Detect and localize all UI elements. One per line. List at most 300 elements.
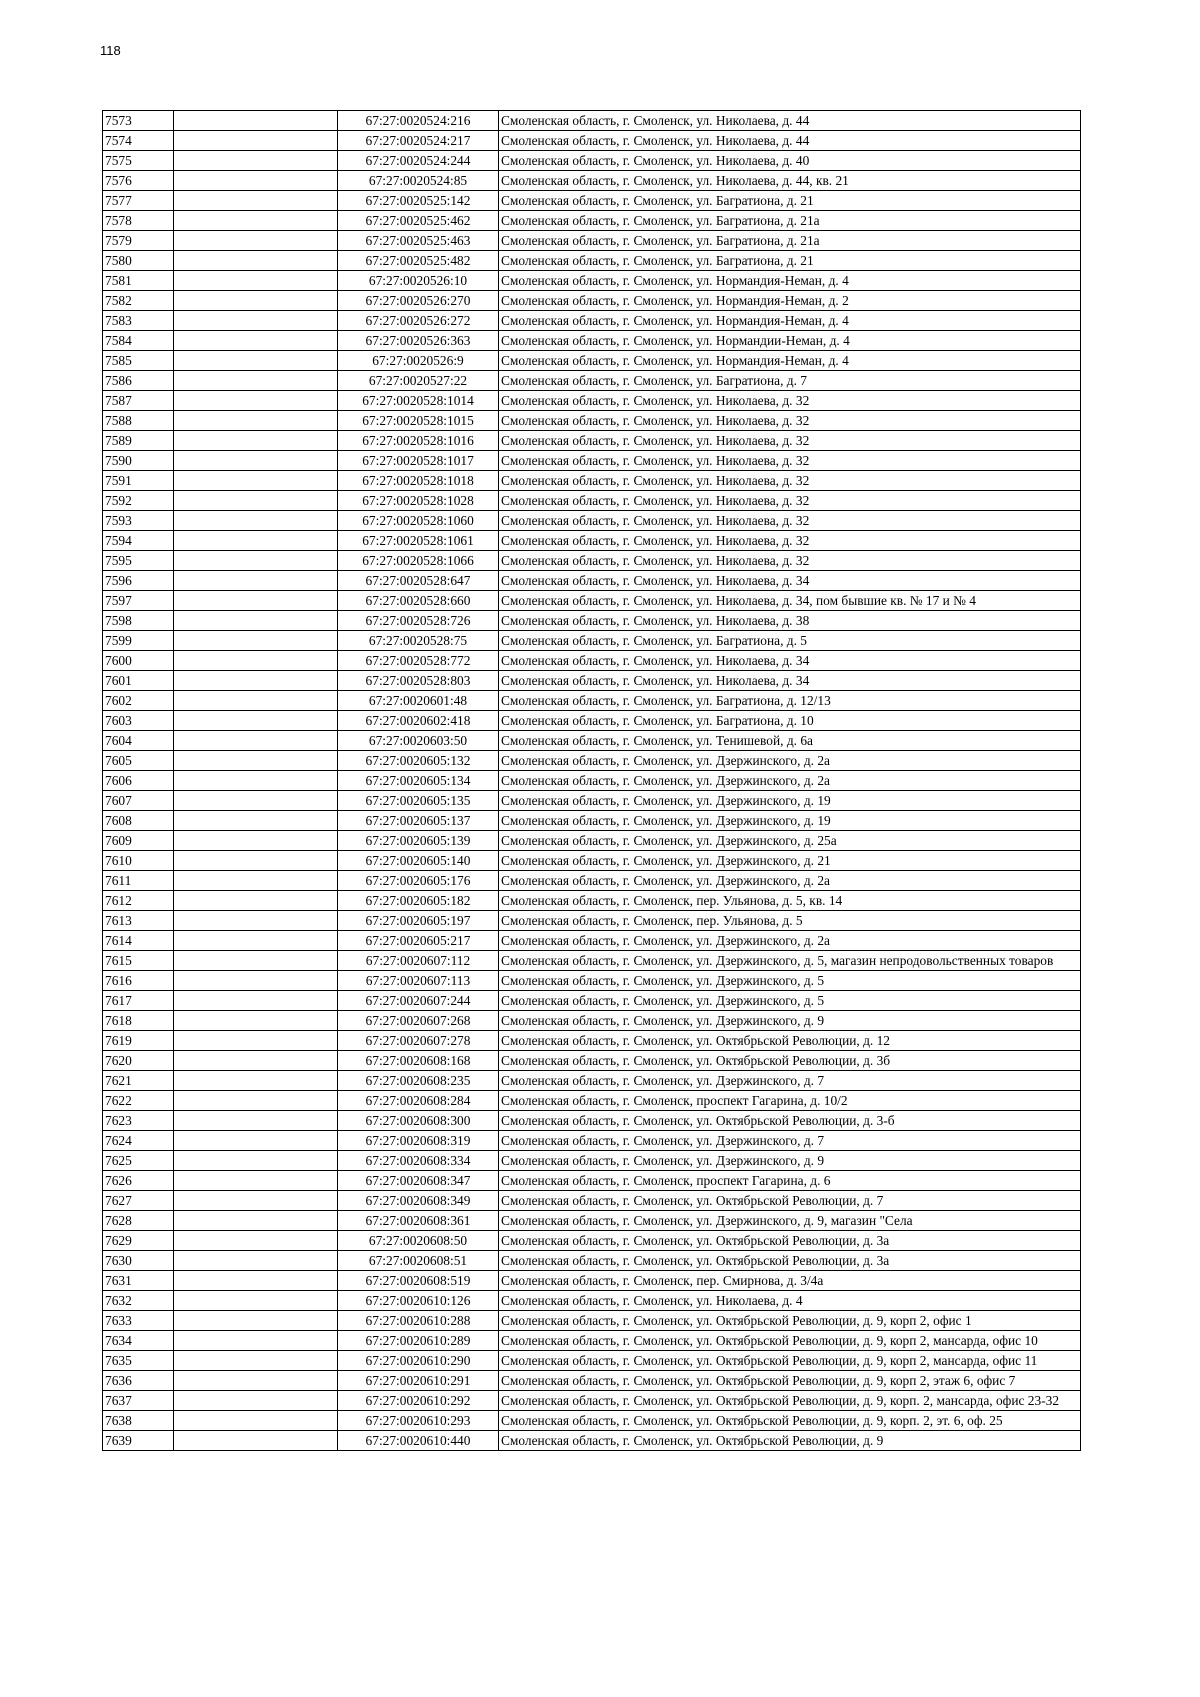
- row-number-cell: 7591: [103, 471, 174, 491]
- row-number-cell: 7588: [103, 411, 174, 431]
- table-row: [103, 511, 1081, 531]
- blank-cell: [174, 771, 338, 791]
- address-cell: Смоленская область, г. Смоленск, ул. Октябрьской Революции, д. 9, корп. 2, мансарда, офис 23-32: [499, 1391, 1081, 1411]
- address-cell: Смоленская область, г. Смоленск, ул. Багратиона, д. 21: [499, 251, 1081, 271]
- blank-cell: [174, 511, 338, 531]
- cadastral-number-cell: 67:27:0020608:50: [338, 1231, 499, 1251]
- blank-cell: [174, 1431, 338, 1451]
- table-row: [103, 471, 1081, 491]
- table-row: [103, 1251, 1081, 1271]
- row-number-cell: 7599: [103, 631, 174, 651]
- blank-cell: [174, 791, 338, 811]
- cadastral-number-cell: 67:27:0020608:235: [338, 1071, 499, 1091]
- blank-cell: [174, 1251, 338, 1271]
- cadastral-number-cell: 67:27:0020605:140: [338, 851, 499, 871]
- address-cell: Смоленская область, г. Смоленск, ул. Тенишевой, д. 6а: [499, 731, 1081, 751]
- table-row: [103, 371, 1081, 391]
- blank-cell: [174, 1331, 338, 1351]
- cadastral-number-cell: 67:27:0020610:291: [338, 1371, 499, 1391]
- address-cell: Смоленская область, г. Смоленск, пер. Смирнова, д. 3/4а: [499, 1271, 1081, 1291]
- address-cell: Смоленская область, г. Смоленск, ул. Октябрьской Революции, д. 3а: [499, 1231, 1081, 1251]
- address-cell: Смоленская область, г. Смоленск, ул. Николаева, д. 32: [499, 491, 1081, 511]
- address-cell: Смоленская область, г. Смоленск, ул. Дзержинского, д. 2а: [499, 771, 1081, 791]
- cadastral-number-cell: 67:27:0020605:137: [338, 811, 499, 831]
- address-cell: Смоленская область, г. Смоленск, ул. Николаева, д. 44: [499, 111, 1081, 131]
- blank-cell: [174, 351, 338, 371]
- row-number-cell: 7617: [103, 991, 174, 1011]
- blank-cell: [174, 1071, 338, 1091]
- table-row: [103, 1031, 1081, 1051]
- cadastral-number-cell: 67:27:0020526:272: [338, 311, 499, 331]
- blank-cell: [174, 871, 338, 891]
- row-number-cell: 7620: [103, 1051, 174, 1071]
- cadastral-number-cell: 67:27:0020608:168: [338, 1051, 499, 1071]
- address-cell: Смоленская область, г. Смоленск, ул. Октябрьской Революции, д. 12: [499, 1031, 1081, 1051]
- table-row: [103, 1131, 1081, 1151]
- address-cell: Смоленская область, г. Смоленск, ул. Дзержинского, д. 2а: [499, 751, 1081, 771]
- blank-cell: [174, 311, 338, 331]
- cadastral-number-cell: 67:27:0020608:361: [338, 1211, 499, 1231]
- blank-cell: [174, 991, 338, 1011]
- address-cell: Смоленская область, г. Смоленск, ул. Николаева, д. 32: [499, 411, 1081, 431]
- table-row: [103, 451, 1081, 471]
- address-cell: Смоленская область, г. Смоленск, ул. Багратиона, д. 5: [499, 631, 1081, 651]
- blank-cell: [174, 1111, 338, 1131]
- table-row: [103, 491, 1081, 511]
- cadastral-number-cell: 67:27:0020525:462: [338, 211, 499, 231]
- address-cell: Смоленская область, г. Смоленск, ул. Октябрьской Революции, д. 3а: [499, 1251, 1081, 1271]
- cadastral-number-cell: 67:27:0020610:292: [338, 1391, 499, 1411]
- table-row: [103, 1111, 1081, 1131]
- address-cell: Смоленская область, г. Смоленск, ул. Дзержинского, д. 9, магазин "Села: [499, 1211, 1081, 1231]
- blank-cell: [174, 431, 338, 451]
- address-cell: Смоленская область, г. Смоленск, ул. Николаева, д. 44: [499, 131, 1081, 151]
- cadastral-number-cell: 67:27:0020526:363: [338, 331, 499, 351]
- table-row: [103, 311, 1081, 331]
- table-row: [103, 271, 1081, 291]
- address-cell: Смоленская область, г. Смоленск, ул. Николаева, д. 34: [499, 651, 1081, 671]
- blank-cell: [174, 1411, 338, 1431]
- blank-cell: [174, 831, 338, 851]
- address-cell: Смоленская область, г. Смоленск, ул. Николаева, д. 34: [499, 571, 1081, 591]
- table-row: [103, 751, 1081, 771]
- address-cell: Смоленская область, г. Смоленск, ул. Дзержинского, д. 9: [499, 1151, 1081, 1171]
- blank-cell: [174, 751, 338, 771]
- cadastral-number-cell: 67:27:0020524:85: [338, 171, 499, 191]
- row-number-cell: 7603: [103, 711, 174, 731]
- row-number-cell: 7612: [103, 891, 174, 911]
- table-row: [103, 1071, 1081, 1091]
- table-row: [103, 671, 1081, 691]
- table-row: [103, 211, 1081, 231]
- blank-cell: [174, 911, 338, 931]
- blank-cell: [174, 291, 338, 311]
- row-number-cell: 7635: [103, 1351, 174, 1371]
- row-number-cell: 7590: [103, 451, 174, 471]
- table-row: [103, 591, 1081, 611]
- cadastral-number-cell: 67:27:0020608:300: [338, 1111, 499, 1131]
- blank-cell: [174, 931, 338, 951]
- blank-cell: [174, 951, 338, 971]
- address-cell: Смоленская область, г. Смоленск, ул. Николаева, д. 32: [499, 431, 1081, 451]
- cadastral-number-cell: 67:27:0020526:10: [338, 271, 499, 291]
- cadastral-number-cell: 67:27:0020610:289: [338, 1331, 499, 1351]
- address-cell: Смоленская область, г. Смоленск, проспект Гагарина, д. 6: [499, 1171, 1081, 1191]
- blank-cell: [174, 1371, 338, 1391]
- table-row: [103, 571, 1081, 591]
- table-row: [103, 1431, 1081, 1451]
- blank-cell: [174, 531, 338, 551]
- blank-cell: [174, 271, 338, 291]
- blank-cell: [174, 1231, 338, 1251]
- address-cell: Смоленская область, г. Смоленск, ул. Октябрьской Революции, д. 9, корп 2, мансарда, офис 10: [499, 1331, 1081, 1351]
- blank-cell: [174, 231, 338, 251]
- row-number-cell: 7621: [103, 1071, 174, 1091]
- cadastral-number-cell: 67:27:0020528:1018: [338, 471, 499, 491]
- address-cell: Смоленская область, г. Смоленск, ул. Дзержинского, д. 2а: [499, 931, 1081, 951]
- cadastral-number-cell: 67:27:0020528:647: [338, 571, 499, 591]
- row-number-cell: 7619: [103, 1031, 174, 1051]
- address-cell: Смоленская область, г. Смоленск, ул. Багратиона, д. 12/13: [499, 691, 1081, 711]
- table-row: [103, 771, 1081, 791]
- blank-cell: [174, 1031, 338, 1051]
- row-number-cell: 7636: [103, 1371, 174, 1391]
- blank-cell: [174, 971, 338, 991]
- table-body: [103, 111, 1081, 1451]
- cadastral-number-cell: 67:27:0020610:440: [338, 1431, 499, 1451]
- row-number-cell: 7630: [103, 1251, 174, 1271]
- cadastral-number-cell: 67:27:0020610:126: [338, 1291, 499, 1311]
- blank-cell: [174, 671, 338, 691]
- row-number-cell: 7596: [103, 571, 174, 591]
- table-row: [103, 251, 1081, 271]
- row-number-cell: 7577: [103, 191, 174, 211]
- blank-cell: [174, 391, 338, 411]
- table-row: [103, 631, 1081, 651]
- cadastral-number-cell: 67:27:0020528:1017: [338, 451, 499, 471]
- table-row: [103, 411, 1081, 431]
- cadastral-number-cell: 67:27:0020608:51: [338, 1251, 499, 1271]
- blank-cell: [174, 371, 338, 391]
- row-number-cell: 7600: [103, 651, 174, 671]
- table-row: [103, 1351, 1081, 1371]
- blank-cell: [174, 1051, 338, 1071]
- blank-cell: [174, 1391, 338, 1411]
- address-cell: Смоленская область, г. Смоленск, ул. Октябрьской Революции, д. 3б: [499, 1051, 1081, 1071]
- row-number-cell: 7605: [103, 751, 174, 771]
- address-cell: Смоленская область, г. Смоленск, ул. Багратиона, д. 7: [499, 371, 1081, 391]
- row-number-cell: 7623: [103, 1111, 174, 1131]
- blank-cell: [174, 891, 338, 911]
- table-row: [103, 1271, 1081, 1291]
- address-cell: Смоленская область, г. Смоленск, ул. Октябрьской Революции, д. 7: [499, 1191, 1081, 1211]
- row-number-cell: 7633: [103, 1311, 174, 1331]
- cadastral-number-cell: 67:27:0020608:334: [338, 1151, 499, 1171]
- table-row: [103, 111, 1081, 131]
- row-number-cell: 7634: [103, 1331, 174, 1351]
- blank-cell: [174, 811, 338, 831]
- cadastral-number-cell: 67:27:0020608:319: [338, 1131, 499, 1151]
- address-cell: Смоленская область, г. Смоленск, ул. Николаева, д. 38: [499, 611, 1081, 631]
- table-row: [103, 191, 1081, 211]
- row-number-cell: 7593: [103, 511, 174, 531]
- row-number-cell: 7608: [103, 811, 174, 831]
- row-number-cell: 7632: [103, 1291, 174, 1311]
- address-cell: Смоленская область, г. Смоленск, ул. Николаева, д. 4: [499, 1291, 1081, 1311]
- cadastral-number-cell: 67:27:0020610:293: [338, 1411, 499, 1431]
- cadastral-number-cell: 67:27:0020610:288: [338, 1311, 499, 1331]
- row-number-cell: 7597: [103, 591, 174, 611]
- cadastral-number-cell: 67:27:0020528:1060: [338, 511, 499, 531]
- address-cell: Смоленская область, г. Смоленск, ул. Дзержинского, д. 5, магазин непродовольственных товаров: [499, 951, 1081, 971]
- cadastral-number-cell: 67:27:0020528:75: [338, 631, 499, 651]
- table-row: [103, 811, 1081, 831]
- address-cell: Смоленская область, г. Смоленск, ул. Октябрьской Революции, д. 9, корп. 2, эт. 6, оф. 25: [499, 1411, 1081, 1431]
- row-number-cell: 7580: [103, 251, 174, 271]
- blank-cell: [174, 611, 338, 631]
- property-register-table: [102, 110, 1081, 1451]
- cadastral-number-cell: 67:27:0020528:1028: [338, 491, 499, 511]
- table-row: [103, 951, 1081, 971]
- cadastral-number-cell: 67:27:0020607:113: [338, 971, 499, 991]
- blank-cell: [174, 191, 338, 211]
- cadastral-number-cell: 67:27:0020528:772: [338, 651, 499, 671]
- blank-cell: [174, 1151, 338, 1171]
- blank-cell: [174, 591, 338, 611]
- address-cell: Смоленская область, г. Смоленск, ул. Багратиона, д. 21: [499, 191, 1081, 211]
- row-number-cell: 7610: [103, 851, 174, 871]
- blank-cell: [174, 631, 338, 651]
- cadastral-number-cell: 67:27:0020608:347: [338, 1171, 499, 1191]
- cadastral-number-cell: 67:27:0020607:112: [338, 951, 499, 971]
- cadastral-number-cell: 67:27:0020608:519: [338, 1271, 499, 1291]
- cadastral-number-cell: 67:27:0020608:349: [338, 1191, 499, 1211]
- address-cell: Смоленская область, г. Смоленск, пер. Ульянова, д. 5, кв. 14: [499, 891, 1081, 911]
- table-row: [103, 791, 1081, 811]
- address-cell: Смоленская область, г. Смоленск, ул. Нормандия-Неман, д. 4: [499, 351, 1081, 371]
- cadastral-number-cell: 67:27:0020608:284: [338, 1091, 499, 1111]
- address-cell: Смоленская область, г. Смоленск, ул. Дзержинского, д. 9: [499, 1011, 1081, 1031]
- table-row: [103, 651, 1081, 671]
- cadastral-number-cell: 67:27:0020603:50: [338, 731, 499, 751]
- cadastral-number-cell: 67:27:0020526:270: [338, 291, 499, 311]
- table-row: [103, 911, 1081, 931]
- address-cell: Смоленская область, г. Смоленск, ул. Николаева, д. 40: [499, 151, 1081, 171]
- cadastral-number-cell: 67:27:0020605:134: [338, 771, 499, 791]
- cadastral-number-cell: 67:27:0020525:142: [338, 191, 499, 211]
- blank-cell: [174, 1011, 338, 1031]
- row-number-cell: 7574: [103, 131, 174, 151]
- cadastral-number-cell: 67:27:0020528:803: [338, 671, 499, 691]
- table-row: [103, 831, 1081, 851]
- table-row: [103, 1311, 1081, 1331]
- table-row: [103, 1371, 1081, 1391]
- address-cell: Смоленская область, г. Смоленск, проспект Гагарина, д. 10/2: [499, 1091, 1081, 1111]
- row-number-cell: 7601: [103, 671, 174, 691]
- cadastral-number-cell: 67:27:0020524:216: [338, 111, 499, 131]
- address-cell: Смоленская область, г. Смоленск, ул. Нормандия-Неман, д. 4: [499, 311, 1081, 331]
- cadastral-number-cell: 67:27:0020526:9: [338, 351, 499, 371]
- cadastral-number-cell: 67:27:0020605:182: [338, 891, 499, 911]
- blank-cell: [174, 471, 338, 491]
- blank-cell: [174, 1351, 338, 1371]
- blank-cell: [174, 111, 338, 131]
- row-number-cell: 7625: [103, 1151, 174, 1171]
- row-number-cell: 7575: [103, 151, 174, 171]
- cadastral-number-cell: 67:27:0020525:463: [338, 231, 499, 251]
- table-row: [103, 431, 1081, 451]
- row-number-cell: 7604: [103, 731, 174, 751]
- blank-cell: [174, 1191, 338, 1211]
- table-row: [103, 1391, 1081, 1411]
- cadastral-number-cell: 67:27:0020528:660: [338, 591, 499, 611]
- blank-cell: [174, 491, 338, 511]
- blank-cell: [174, 251, 338, 271]
- address-cell: Смоленская область, г. Смоленск, ул. Дзержинского, д. 5: [499, 991, 1081, 1011]
- cadastral-number-cell: 67:27:0020527:22: [338, 371, 499, 391]
- cadastral-number-cell: 67:27:0020524:244: [338, 151, 499, 171]
- blank-cell: [174, 571, 338, 591]
- blank-cell: [174, 151, 338, 171]
- address-cell: Смоленская область, г. Смоленск, ул. Дзержинского, д. 7: [499, 1131, 1081, 1151]
- blank-cell: [174, 131, 338, 151]
- address-cell: Смоленская область, г. Смоленск, ул. Николаева, д. 32: [499, 511, 1081, 531]
- blank-cell: [174, 851, 338, 871]
- address-cell: Смоленская область, г. Смоленск, ул. Дзержинского, д. 21: [499, 851, 1081, 871]
- row-number-cell: 7595: [103, 551, 174, 571]
- row-number-cell: 7581: [103, 271, 174, 291]
- blank-cell: [174, 1171, 338, 1191]
- cadastral-number-cell: 67:27:0020607:244: [338, 991, 499, 1011]
- table-row: [103, 291, 1081, 311]
- address-cell: Смоленская область, г. Смоленск, ул. Дзержинского, д. 25а: [499, 831, 1081, 851]
- row-number-cell: 7578: [103, 211, 174, 231]
- table-row: [103, 391, 1081, 411]
- address-cell: Смоленская область, г. Смоленск, ул. Октябрьской Революции, д. 3-б: [499, 1111, 1081, 1131]
- table-row: [103, 711, 1081, 731]
- address-cell: Смоленская область, г. Смоленск, ул. Дзержинского, д. 19: [499, 791, 1081, 811]
- table-row: [103, 1291, 1081, 1311]
- row-number-cell: 7584: [103, 331, 174, 351]
- row-number-cell: 7607: [103, 791, 174, 811]
- table-row: [103, 851, 1081, 871]
- blank-cell: [174, 551, 338, 571]
- address-cell: Смоленская область, г. Смоленск, ул. Дзержинского, д. 19: [499, 811, 1081, 831]
- address-cell: Смоленская область, г. Смоленск, ул. Багратиона, д. 21а: [499, 231, 1081, 251]
- table-row: [103, 531, 1081, 551]
- table-row: [103, 1091, 1081, 1111]
- table-row: [103, 731, 1081, 751]
- cadastral-number-cell: 67:27:0020601:48: [338, 691, 499, 711]
- blank-cell: [174, 1311, 338, 1331]
- cadastral-number-cell: 67:27:0020528:1066: [338, 551, 499, 571]
- table-row: [103, 611, 1081, 631]
- cadastral-number-cell: 67:27:0020528:1015: [338, 411, 499, 431]
- blank-cell: [174, 1211, 338, 1231]
- table-row: [103, 871, 1081, 891]
- table-row: [103, 1331, 1081, 1351]
- row-number-cell: 7582: [103, 291, 174, 311]
- address-cell: Смоленская область, г. Смоленск, ул. Николаева, д. 32: [499, 531, 1081, 551]
- blank-cell: [174, 711, 338, 731]
- table-row: [103, 691, 1081, 711]
- blank-cell: [174, 691, 338, 711]
- cadastral-number-cell: 67:27:0020528:726: [338, 611, 499, 631]
- cadastral-number-cell: 67:27:0020528:1014: [338, 391, 499, 411]
- row-number-cell: 7618: [103, 1011, 174, 1031]
- row-number-cell: 7573: [103, 111, 174, 131]
- row-number-cell: 7614: [103, 931, 174, 951]
- address-cell: Смоленская область, г. Смоленск, ул. Багратиона, д. 21а: [499, 211, 1081, 231]
- cadastral-number-cell: 67:27:0020528:1016: [338, 431, 499, 451]
- table-row: [103, 171, 1081, 191]
- row-number-cell: 7622: [103, 1091, 174, 1111]
- blank-cell: [174, 451, 338, 471]
- table-row: [103, 1211, 1081, 1231]
- address-cell: Смоленская область, г. Смоленск, ул. Николаева, д. 44, кв. 21: [499, 171, 1081, 191]
- row-number-cell: 7606: [103, 771, 174, 791]
- address-cell: Смоленская область, г. Смоленск, ул. Николаева, д. 34, пом бывшие кв. № 17 и № 4: [499, 591, 1081, 611]
- blank-cell: [174, 211, 338, 231]
- blank-cell: [174, 1091, 338, 1111]
- table-row: [103, 931, 1081, 951]
- row-number-cell: 7637: [103, 1391, 174, 1411]
- row-number-cell: 7589: [103, 431, 174, 451]
- row-number-cell: 7613: [103, 911, 174, 931]
- row-number-cell: 7624: [103, 1131, 174, 1151]
- address-cell: Смоленская область, г. Смоленск, пер. Ульянова, д. 5: [499, 911, 1081, 931]
- row-number-cell: 7586: [103, 371, 174, 391]
- address-cell: Смоленская область, г. Смоленск, ул. Нормандия-Неман, д. 2: [499, 291, 1081, 311]
- cadastral-number-cell: 67:27:0020605:197: [338, 911, 499, 931]
- row-number-cell: 7592: [103, 491, 174, 511]
- address-cell: Смоленская область, г. Смоленск, ул. Николаева, д. 34: [499, 671, 1081, 691]
- row-number-cell: 7615: [103, 951, 174, 971]
- table-row: [103, 1011, 1081, 1031]
- row-number-cell: 7598: [103, 611, 174, 631]
- cadastral-number-cell: 67:27:0020607:268: [338, 1011, 499, 1031]
- address-cell: Смоленская область, г. Смоленск, ул. Багратиона, д. 10: [499, 711, 1081, 731]
- row-number-cell: 7631: [103, 1271, 174, 1291]
- address-cell: Смоленская область, г. Смоленск, ул. Октябрьской Революции, д. 9, корп 2, офис 1: [499, 1311, 1081, 1331]
- row-number-cell: 7628: [103, 1211, 174, 1231]
- cadastral-number-cell: 67:27:0020528:1061: [338, 531, 499, 551]
- table-row: [103, 1231, 1081, 1251]
- cadastral-number-cell: 67:27:0020605:135: [338, 791, 499, 811]
- blank-cell: [174, 651, 338, 671]
- cadastral-number-cell: 67:27:0020605:217: [338, 931, 499, 951]
- blank-cell: [174, 411, 338, 431]
- address-cell: Смоленская область, г. Смоленск, ул. Николаева, д. 32: [499, 451, 1081, 471]
- address-cell: Смоленская область, г. Смоленск, ул. Октябрьской Революции, д. 9, корп 2, мансарда, офис 11: [499, 1351, 1081, 1371]
- row-number-cell: 7609: [103, 831, 174, 851]
- address-cell: Смоленская область, г. Смоленск, ул. Николаева, д. 32: [499, 551, 1081, 571]
- address-cell: Смоленская область, г. Смоленск, ул. Николаева, д. 32: [499, 391, 1081, 411]
- blank-cell: [174, 171, 338, 191]
- row-number-cell: 7626: [103, 1171, 174, 1191]
- blank-cell: [174, 1271, 338, 1291]
- table-row: [103, 331, 1081, 351]
- address-cell: Смоленская область, г. Смоленск, ул. Октябрьской Революции, д. 9: [499, 1431, 1081, 1451]
- blank-cell: [174, 731, 338, 751]
- row-number-cell: 7602: [103, 691, 174, 711]
- blank-cell: [174, 1131, 338, 1151]
- row-number-cell: 7611: [103, 871, 174, 891]
- table-row: [103, 891, 1081, 911]
- row-number-cell: 7629: [103, 1231, 174, 1251]
- cadastral-number-cell: 67:27:0020525:482: [338, 251, 499, 271]
- table-row: [103, 1051, 1081, 1071]
